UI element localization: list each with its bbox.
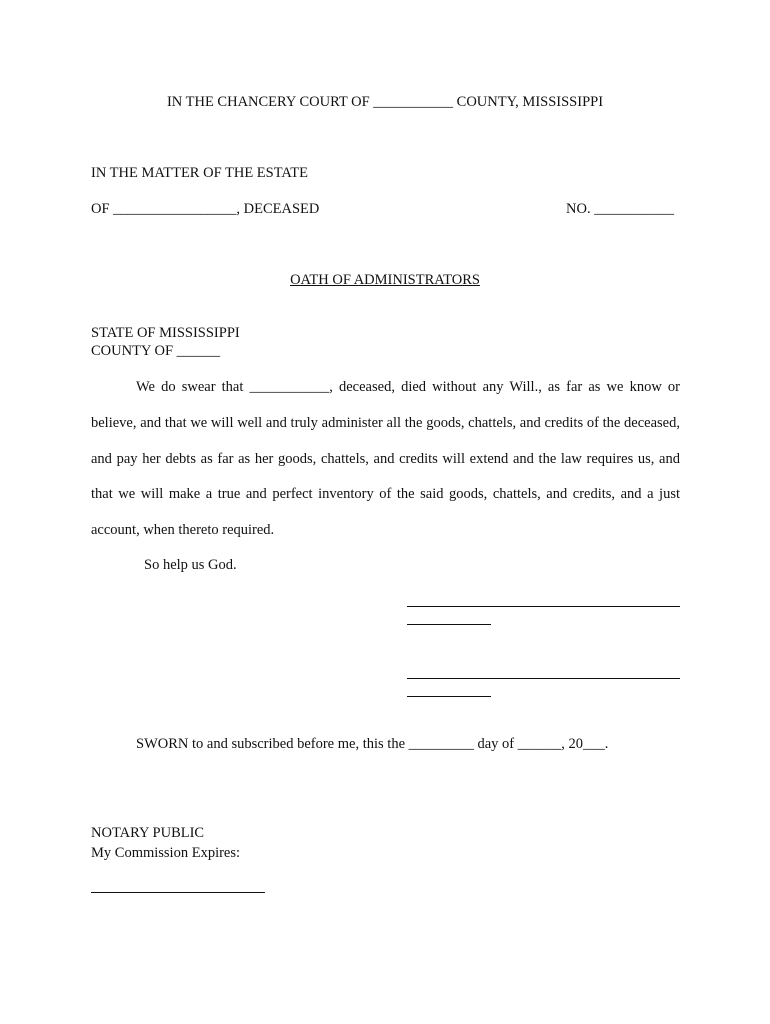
case-number: NO. ___________ xyxy=(566,201,674,217)
commission-line: My Commission Expires: xyxy=(91,845,241,861)
signature-line-2 xyxy=(407,678,680,679)
signature-line-1-cont xyxy=(407,624,491,625)
notary-signature-line xyxy=(91,892,265,893)
oath-paragraph-text: We do swear that ___________, deceased, died without any Will., as far as we know or believe, and that we will well and truly administer all the goods, chattels, and credits of the deceased, and pay her debts as far as her goods, chattels, and credits will extend and the law requires us, and that we will make a true and perfect inventory of the said goods, chattels, and credits, and a just account, when thereto required. xyxy=(91,379,680,539)
signature-line-2-cont xyxy=(407,696,491,697)
county-line: COUNTY OF ______ xyxy=(91,343,221,359)
document-title: OATH OF ADMINISTRATORS xyxy=(290,272,480,288)
signature-line-1 xyxy=(407,606,680,607)
sworn-statement: SWORN to and subscribed before me, this the _________ day of ______, 20___. xyxy=(136,736,609,752)
decedent-line: OF _________________, DECEASED xyxy=(91,201,320,217)
state-line: STATE OF MISSISSIPPI xyxy=(91,325,240,341)
closing-line: So help us God. xyxy=(144,557,237,573)
estate-matter-line: IN THE MATTER OF THE ESTATE xyxy=(91,165,309,181)
oath-paragraph xyxy=(91,370,680,549)
notary-title: NOTARY PUBLIC xyxy=(91,825,205,841)
court-heading: IN THE CHANCERY COURT OF ___________ COUNTY, MISSISSIPPI xyxy=(166,94,604,110)
